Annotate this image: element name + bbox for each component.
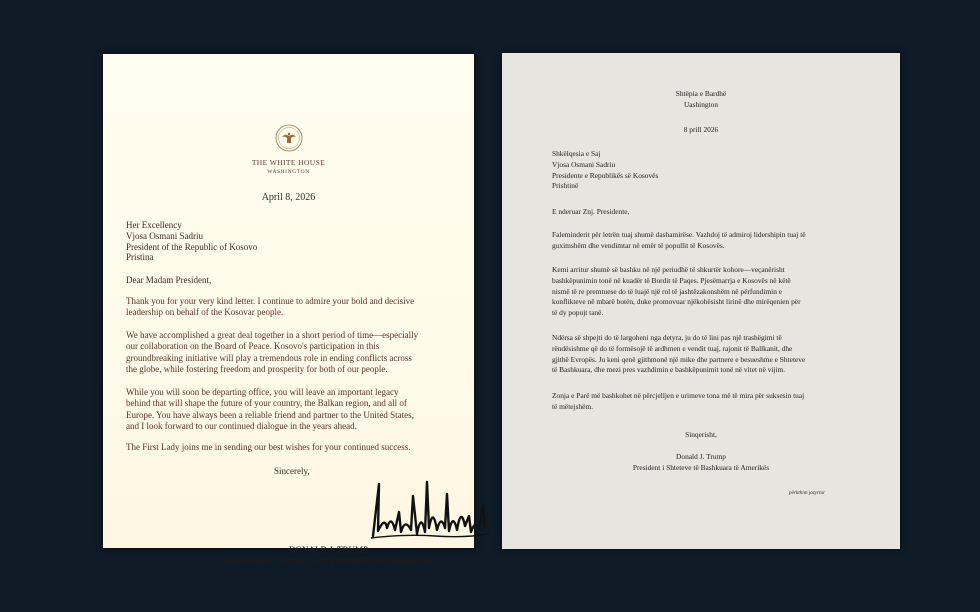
signer-title: PRESIDENT OF THE UNITED STATES OF AMERICA <box>224 556 433 566</box>
recipient-line: Pristina <box>126 252 154 263</box>
presidential-seal-icon <box>275 124 303 152</box>
text-line: të dy popujt tanë. <box>552 308 604 318</box>
text-line: leadership on behalf of the Kosovar people. <box>126 307 284 318</box>
text-line: nismë të re premtuese do të luajë një rol të jashtëzakonshëm në përfundimin e <box>552 286 783 296</box>
paragraph <box>552 265 801 319</box>
salutation-text: E nderuar Znj. Presidente, <box>552 207 630 216</box>
text-line: the globe, while fostering freedom and prosperity for both of our people. <box>126 363 388 374</box>
text-line: Ndërsa së shpejti do të largoheni nga detyra, ju do të lini pas një trashëgimi të <box>552 333 782 342</box>
text-line: Faleminderit për letrën tuaj shumë dashamirëse. Vazhdoj të admiroj lidershipin tuaj të <box>552 230 806 239</box>
recipient-line: Shkëlqesia e Saj <box>552 149 601 158</box>
recipient-line: Prishtinë <box>552 181 579 191</box>
translated-letter <box>502 53 900 549</box>
text-line: our collaboration on the Board of Peace. Kosovo's participation in this <box>126 341 380 352</box>
salutation <box>552 207 629 218</box>
header-city: Uashington <box>683 100 719 109</box>
text-line: Zonja e Parë më bashkohet në përcjelljen e urimeve tona më të mira për suksesin tuaj <box>552 391 805 400</box>
translation-note: përkthim jozyrtar <box>789 490 826 496</box>
text-line: rëndësishme që do të formësojë të ardhmen e vendit tuaj, rajonit të Ballkanit, dhe <box>552 343 793 353</box>
paragraph <box>126 442 456 453</box>
signature-icon <box>365 476 495 544</box>
salutation-text: Dear Madam President, <box>126 275 212 285</box>
letter-date: April 8, 2026 <box>261 192 316 203</box>
text-line: We have accomplished a great deal together in a short period of time—especially <box>126 330 419 340</box>
recipient-line: Vjosa Osmani Sadriu <box>126 230 203 241</box>
text-line: të Bashkuara, dhe mezi pres vazhdimin e bashkëpunimit tonë në vitet në vijim. <box>552 365 786 375</box>
recipient-address <box>126 220 257 263</box>
text-line: konflikteve në mbarë botën, duke promovuar njëkohësisht lirinë dhe mirëqenien për <box>552 297 801 307</box>
text-line: të mëtejshëm. <box>552 401 594 411</box>
header-title: Shtëpia e Bardhë <box>675 89 727 98</box>
paragraph <box>552 230 806 252</box>
text-line: and I look forward to our continued dialogue in the years ahead. <box>126 420 357 431</box>
signer-name: Donald J. Trump <box>676 452 726 461</box>
letterhead-city: WASHINGTON <box>267 169 310 175</box>
text-line: groundbreaking initiative will play a tremendous role in ending conflicts across <box>126 352 412 363</box>
letterhead-title: THE WHITE HOUSE <box>251 158 326 167</box>
text-line: Europe. You have always been a reliable friend and partner to the United States, <box>126 409 414 420</box>
paragraph <box>552 391 804 413</box>
closing: Sinqerisht, <box>685 430 717 439</box>
text-line: behind that will shape the future of your country, the Balkan region, and all of <box>126 398 407 409</box>
original-letter <box>103 54 474 566</box>
recipient-line: President of the Republic of Kosovo <box>126 241 258 252</box>
paragraph <box>126 330 456 375</box>
text-line: bashkëpunimin tonë në kuadër të Bordit të Paqes. Pjesëmarrja e Kosovës në këtë <box>552 275 791 285</box>
salutation <box>126 275 211 286</box>
paragraph <box>126 387 456 432</box>
text-line: Kemi arritur shumë së bashku në një periudhë të shkurtër kohore—veçanërisht <box>552 265 785 274</box>
text-line: Thank you for your very kind letter. I continue to admire your bold and decisive <box>126 296 415 306</box>
letter-date: 8 prill 2026 <box>683 125 719 134</box>
paragraph <box>552 333 805 376</box>
text-line: While you will soon be departing office, you will leave an important legacy <box>126 387 399 397</box>
paragraph <box>126 296 456 319</box>
recipient-line: Her Excellency <box>126 220 182 230</box>
text-line: gjithë Evropës. Ju keni qenë gjithmonë një mike dhe partnere e besueshme e Shteteve <box>552 354 806 364</box>
signer-name: DONALD J. TRUMP <box>288 545 369 555</box>
recipient-line: Vjosa Osmani Sadriu <box>552 159 616 169</box>
signer-title: President i Shteteve të Bashkuara të Amerikës <box>632 463 770 472</box>
recipient-address <box>552 149 658 192</box>
text-line: guximshëm dhe vendimtar në emër të popullit të Kosovës. <box>552 240 725 250</box>
closing: Sincerely, <box>274 466 310 476</box>
text-line: The First Lady joins me in sending our best wishes for your continued success. <box>126 442 411 452</box>
recipient-line: Presidente e Republikës së Kosovës <box>552 170 659 180</box>
